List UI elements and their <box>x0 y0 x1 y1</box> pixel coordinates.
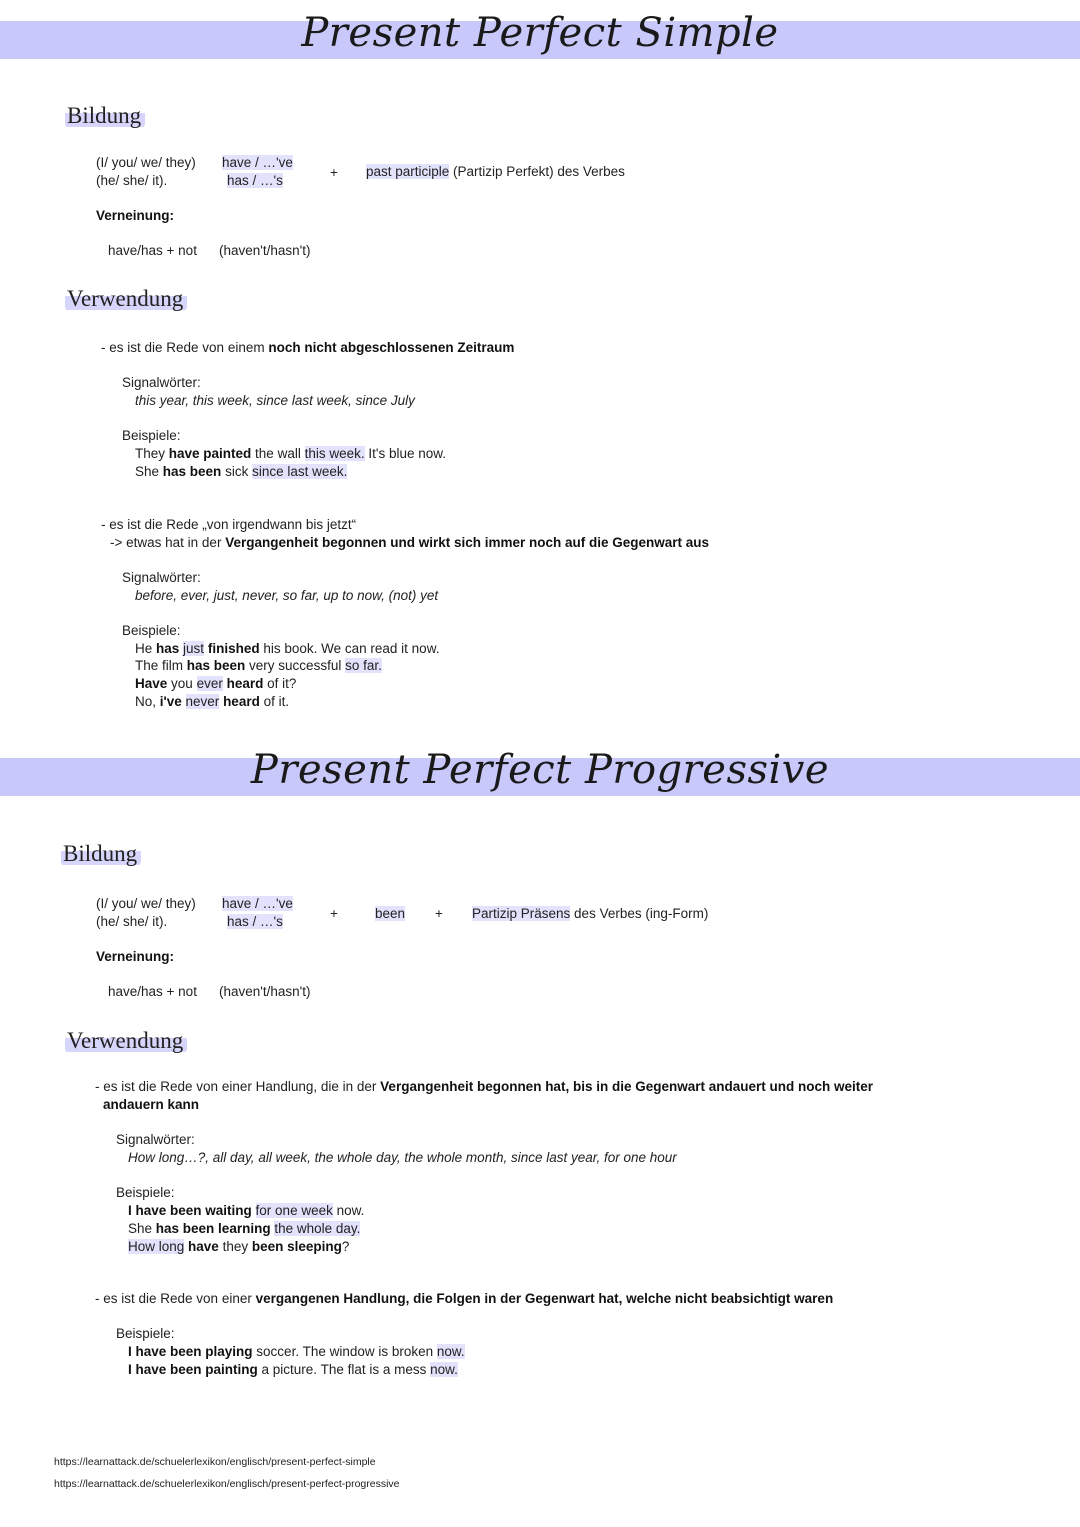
formula-been: been <box>375 906 406 921</box>
aux-has: has / …'s <box>227 173 283 188</box>
signal-words: How long…?, all day, all week, the whole day, the whole month, since last year, for one hour <box>128 1150 677 1165</box>
usage-2: - es ist die Rede „von irgendwann bis jetzt“ <box>101 517 357 532</box>
usage-2: - es ist die Rede von einer vergangenen Handlung, die Folgen in der Gegenwart hat, welche nicht beabsichtigt waren <box>95 1291 834 1306</box>
examples-label: Beispiele: <box>116 1326 175 1341</box>
subject-singular: (he/ she/ it). <box>96 173 168 188</box>
aux-has: has / …'s <box>227 914 283 929</box>
signal-words: this year, this week, since last week, since July <box>135 393 415 408</box>
signal-words-label: Signalwörter: <box>116 1132 195 1147</box>
section-heading-verwendung: Verwendung <box>65 286 187 312</box>
subject-plural: (I/ you/ we/ they) <box>96 155 196 170</box>
aux-have: have / …'ve <box>222 896 293 911</box>
negation-label: Verneinung: <box>96 208 175 223</box>
page-title: Present Perfect Progressive <box>250 747 830 793</box>
example-sentence: I have been painting a picture. The flat is a mess now. <box>128 1362 458 1377</box>
example-sentence: Have you ever heard of it? <box>135 676 297 691</box>
usage-2-detail: -> etwas hat in der Vergangenheit begonnen und wirkt sich immer noch auf die Gegenwart aus <box>110 535 710 550</box>
signal-words: before, ever, just, never, so far, up to now, (not) yet <box>135 588 439 603</box>
formula-past-participle: past participle (Partizip Perfekt) des Verbes <box>366 164 625 179</box>
usage-1-continued: andauern kann <box>103 1097 200 1112</box>
negation-form: have/has + not <box>108 984 197 999</box>
negation-form: have/has + not <box>108 243 197 258</box>
negation-short: (haven't/hasn't) <box>219 984 311 999</box>
subject-plural: (I/ you/ we/ they) <box>96 896 196 911</box>
source-link[interactable]: https://learnattack.de/schuelerlexikon/englisch/present-perfect-simple <box>54 1456 376 1468</box>
examples-label: Beispiele: <box>116 1185 175 1200</box>
example-sentence: No, i've never heard of it. <box>135 694 290 709</box>
formula-partizip: Partizip Präsens des Verbes (ing-Form) <box>472 906 709 921</box>
plus-sign: + <box>330 165 338 180</box>
aux-have: have / …'ve <box>222 155 293 170</box>
section-heading-bildung: Bildung <box>61 841 141 867</box>
example-sentence: How long have they been sleeping? <box>128 1239 350 1254</box>
signal-words-label: Signalwörter: <box>122 570 201 585</box>
plus-sign: + <box>435 906 443 921</box>
example-sentence: The film has been very successful so far. <box>135 658 382 673</box>
example-sentence: She has been learning the whole day. <box>128 1221 361 1236</box>
signal-words-label: Signalwörter: <box>122 375 201 390</box>
subject-singular: (he/ she/ it). <box>96 914 168 929</box>
example-sentence: I have been waiting for one week now. <box>128 1203 365 1218</box>
usage-1: - es ist die Rede von einem noch nicht abgeschlossenen Zeitraum <box>101 340 515 355</box>
section-heading-bildung: Bildung <box>65 103 145 129</box>
example-sentence: She has been sick since last week. <box>135 464 348 479</box>
negation-short: (haven't/hasn't) <box>219 243 311 258</box>
negation-label: Verneinung: <box>96 949 175 964</box>
source-link[interactable]: https://learnattack.de/schuelerlexikon/englisch/present-perfect-progressive <box>54 1478 400 1490</box>
example-sentence: He has just finished his book. We can read it now. <box>135 641 440 656</box>
usage-1: - es ist die Rede von einer Handlung, die in der Vergangenheit begonnen hat, bis in die Gegenwart andauert und noch weiter <box>95 1079 873 1094</box>
section-heading-verwendung: Verwendung <box>65 1028 187 1054</box>
example-sentence: They have painted the wall this week. It's blue now. <box>135 446 446 461</box>
examples-label: Beispiele: <box>122 623 181 638</box>
page-title: Present Perfect Simple <box>301 10 779 56</box>
examples-label: Beispiele: <box>122 428 181 443</box>
example-sentence: I have been playing soccer. The window is broken now. <box>128 1344 465 1359</box>
plus-sign: + <box>330 906 338 921</box>
